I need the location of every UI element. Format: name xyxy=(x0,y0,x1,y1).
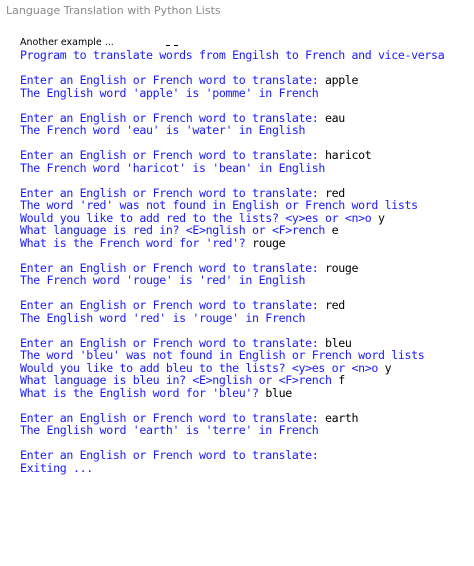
user-input-text: rouge xyxy=(252,235,286,250)
console-text: Enter an English or French word to translate: xyxy=(20,110,325,125)
console-text: The French word 'rouge' is 'red' in English xyxy=(20,273,306,287)
console-line xyxy=(20,124,474,137)
user-input-text: eau xyxy=(324,110,345,125)
user-input-text: haricot xyxy=(324,148,372,162)
console-text: The word 'bleu' was not found in English or French word lists xyxy=(20,348,425,362)
console-line xyxy=(20,162,474,175)
user-input-text: earth xyxy=(324,410,359,425)
console-text: What language is red in? <E>nglish or <F>rench xyxy=(20,223,332,237)
user-input-text: apple xyxy=(324,73,359,87)
console-line xyxy=(20,312,474,325)
console-text: The English word 'apple' is 'pomme' in French xyxy=(20,85,319,100)
user-input-text: e xyxy=(331,223,339,237)
user-input-text: y xyxy=(378,210,385,225)
stray-mark xyxy=(166,45,170,46)
console-text: Enter an English or French word to translate: xyxy=(20,298,325,312)
console-text: Enter an English or French word to translate: xyxy=(20,448,319,462)
user-input-text: red xyxy=(324,298,345,312)
user-input-text: blue xyxy=(265,385,292,400)
stray-mark xyxy=(174,45,178,46)
console-line xyxy=(20,462,474,475)
user-input-text: y xyxy=(384,360,392,375)
console-text: Exiting ... xyxy=(20,460,93,475)
console-text: Program to translate words from Engilsh to French and vice-versa xyxy=(20,48,445,62)
user-input-text: red xyxy=(324,185,345,200)
section-subtitle: Another example ... xyxy=(20,37,114,48)
console-text: Enter an English or French word to translate: xyxy=(20,185,325,200)
console-line xyxy=(20,237,474,250)
console-text: What is the English word for 'bleu'? xyxy=(20,385,266,400)
console-text: The French word 'haricot' is 'bean' in English xyxy=(20,160,325,175)
console-text: Enter an English or French word to translate: xyxy=(20,335,325,350)
console-text: The English word 'red' is 'rouge' in French xyxy=(20,310,306,325)
console-text: The word 'red' was not found in English or French word lists xyxy=(20,198,418,212)
console-text: Enter an English or French word to translate: xyxy=(20,148,325,162)
console-text: What is the French word for 'red'? xyxy=(20,235,253,250)
console-line xyxy=(20,424,474,437)
console-line xyxy=(20,49,474,62)
console-output xyxy=(20,49,474,474)
console-text: Enter an English or French word to translate: xyxy=(20,410,325,425)
console-text: The French word 'eau' is 'water' in English xyxy=(20,123,306,137)
user-input-text: bleu xyxy=(324,335,352,350)
console-text: What language is bleu in? <E>nglish or <F>rench xyxy=(20,373,339,387)
console-line xyxy=(20,387,474,400)
page-title: Language Translation with Python Lists xyxy=(6,4,221,17)
console-line xyxy=(20,274,474,287)
console-text: Would you like to add red to the lists? <y>es or <n>o xyxy=(20,210,379,225)
console-text: Enter an English or French word to translate: xyxy=(20,260,325,275)
user-input-text: f xyxy=(338,373,345,387)
console-text: Enter an English or French word to translate: xyxy=(20,73,325,87)
user-input-text: rouge xyxy=(324,260,359,275)
console-text: The English word 'earth' is 'terre' in French xyxy=(20,423,319,437)
console-line xyxy=(20,87,474,100)
console-text: Would you like to add bleu to the lists? <y>es or <n>o xyxy=(20,360,385,375)
